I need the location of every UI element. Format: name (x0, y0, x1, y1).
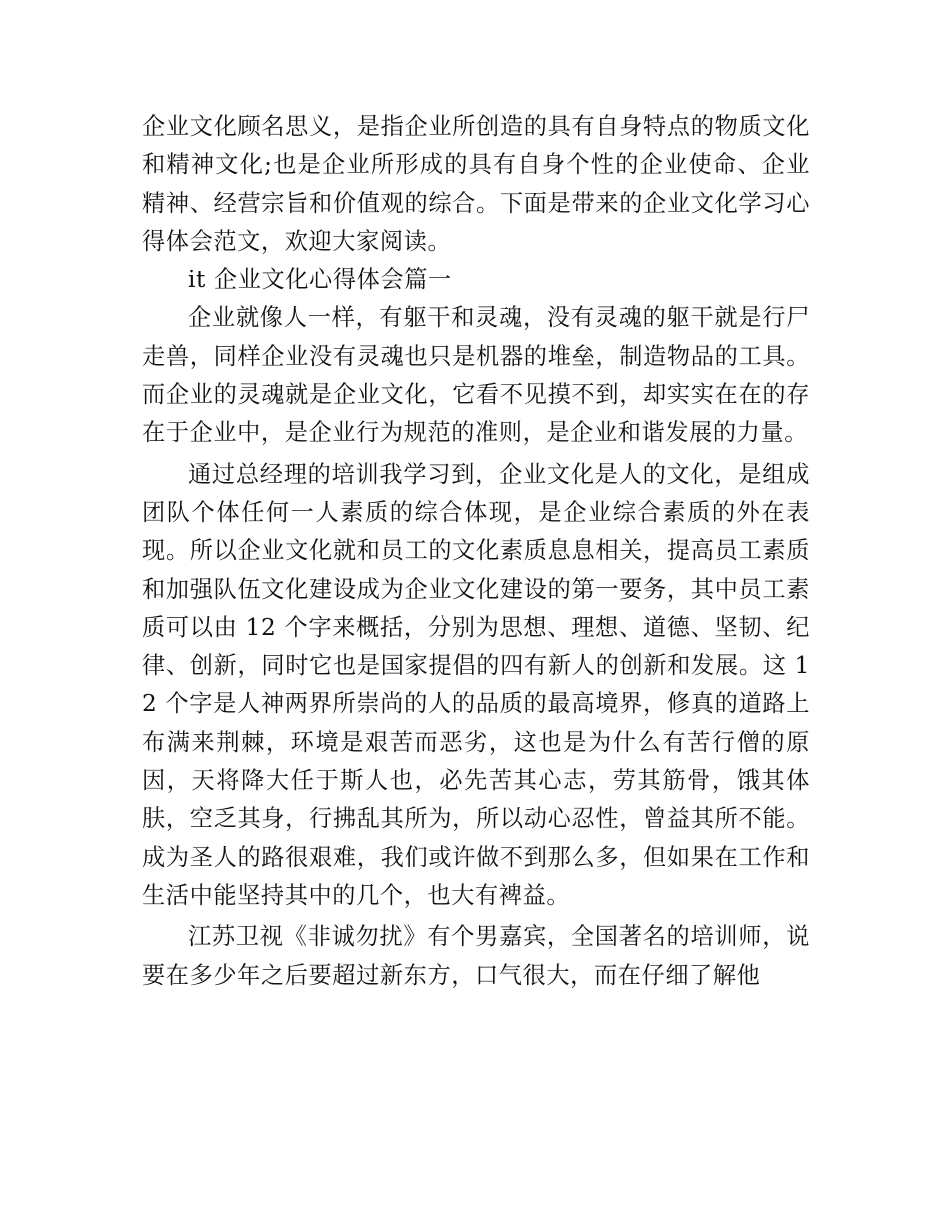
body-paragraph-3: 江苏卫视《非诚勿扰》有个男嘉宾，全国著名的培训师，说要在多少年之后要超过新东方，口气很大，而在仔细了解他 (142, 923, 810, 989)
body-paragraph-2: 通过总经理的培训我学习到，企业文化是人的文化，是组成团队个体任何一人素质的综合体现，是企业综合素质的外在表现。所以企业文化就和员工的文化素质息息相关，提高员工素质和加强队伍文化建设成为企业文化建设的第一要务，其中员工素质可以由 12 个字来概括，分别为思想、理想、道德、坚韧、纪律、创新，同时它也是国家提倡的四有新人的创新和发展。这 12 个字是人神两界所崇尚的人的品质的最高境界，修真的道路上布满来荆棘，环境是艰苦而恶劣，这也是为什么有苦行僧的原因，天将降大任于斯人也，必先苦其心志，劳其筋骨，饿其体肤，空乏其身，行拂乱其所为，所以动心忍性，曾益其所不能。成为圣人的路很艰难，我们或许做不到那么多，但如果在工作和生活中能坚持其中的几个，也大有裨益。 (142, 460, 810, 909)
document-body (142, 108, 810, 995)
body-paragraph-1: 企业就像人一样，有躯干和灵魂，没有灵魂的躯干就是行尸走兽，同样企业没有灵魂也只是机器的堆垒，制造物品的工具。而企业的灵魂就是企业文化，它看不见摸不到，却实实在在的存在于企业中，是企业行为规范的准则，是企业和谐发展的力量。 (142, 304, 810, 447)
section-heading: it 企业文化心得体会篇一 (188, 266, 452, 294)
intro-paragraph: 企业文化顾名思义，是指企业所创造的具有自身特点的物质文化和精神文化;也是企业所形成的具有自身个性的企业使命、企业精神、经营宗旨和价值观的综合。下面是带来的企业文化学习心得体会范文，欢迎大家阅读。 (142, 113, 810, 255)
